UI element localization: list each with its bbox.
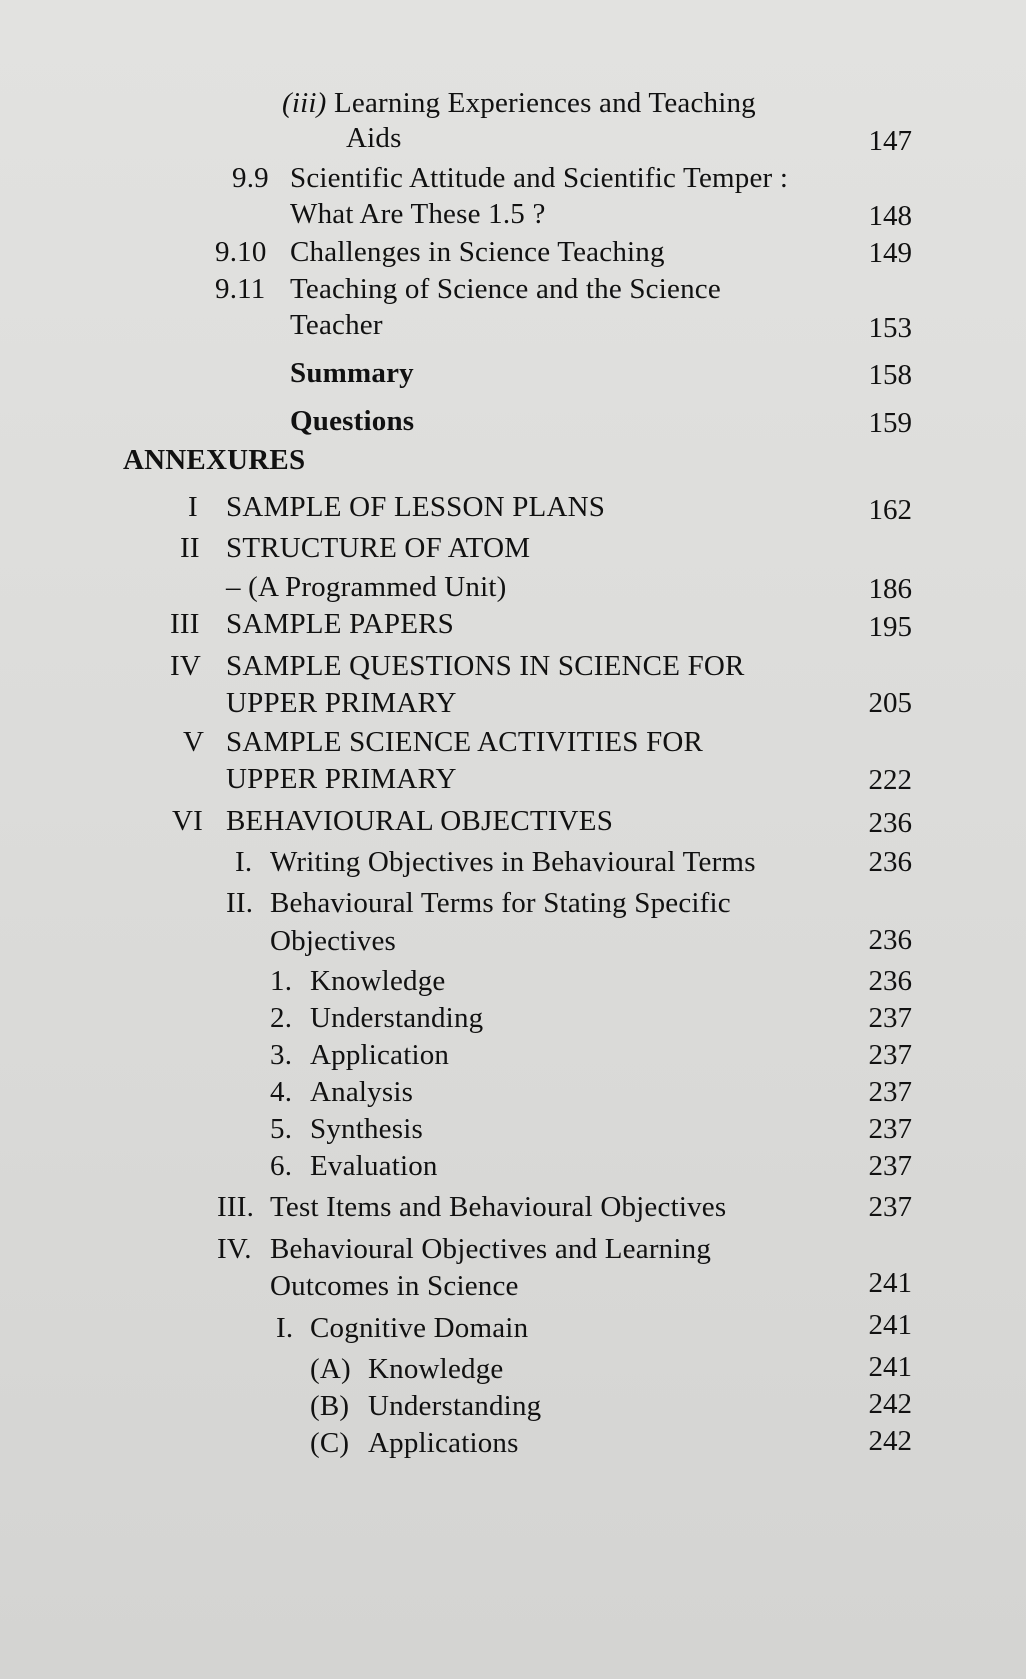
- page-number: 186: [868, 573, 912, 605]
- page-number: 237: [868, 1039, 912, 1071]
- toc-entry: [217, 1190, 726, 1224]
- toc-entry: [282, 86, 756, 120]
- entry-number: 3.: [270, 1039, 293, 1071]
- entry-title-continued: – (A Programmed Unit): [226, 571, 507, 603]
- page-number: 153: [868, 312, 912, 344]
- entry-number: 9.9: [232, 162, 269, 194]
- entry-title: STRUCTURE OF ATOM: [226, 532, 531, 564]
- toc-entry: [270, 1112, 423, 1146]
- entry-title: Applications: [368, 1427, 519, 1459]
- page-number: 241: [868, 1267, 912, 1299]
- entry-number: VI: [172, 805, 204, 837]
- page-number: 237: [868, 1002, 912, 1034]
- entry-number: IV: [170, 650, 202, 682]
- toc-entry: [170, 607, 454, 641]
- entry-title: Scientific Attitude and Scientific Temper :: [290, 162, 789, 194]
- page-number: 159: [868, 407, 912, 439]
- entry-number: (C): [310, 1427, 350, 1459]
- page-number: 241: [868, 1351, 912, 1383]
- entry-number: 9.11: [215, 273, 266, 305]
- entry-title: Knowledge: [368, 1353, 504, 1385]
- entry-title: SAMPLE QUESTIONS IN SCIENCE FOR: [226, 650, 745, 682]
- page-number: 147: [868, 125, 912, 157]
- entry-title: BEHAVIOURAL OBJECTIVES: [226, 805, 614, 837]
- entry-title: Evaluation: [310, 1150, 438, 1182]
- entry-number: II: [180, 532, 200, 564]
- toc-entry: [270, 1149, 438, 1183]
- page-number: 162: [868, 494, 912, 526]
- entry-title: SAMPLE SCIENCE ACTIVITIES FOR: [226, 726, 704, 758]
- page-number: 205: [868, 687, 912, 719]
- page-number: 237: [868, 1150, 912, 1182]
- entry-number: I.: [235, 846, 253, 878]
- entry-title-continued: UPPER PRIMARY: [226, 763, 457, 795]
- toc-entry: [183, 725, 703, 759]
- page-number: 236: [868, 846, 912, 878]
- toc-entry: [226, 886, 731, 920]
- entry-title: Knowledge: [310, 965, 446, 997]
- entry-number: 1.: [270, 965, 293, 997]
- entry-title-continued: Aids: [346, 122, 402, 154]
- page-number: 149: [868, 237, 912, 269]
- entry-number: III: [170, 608, 200, 640]
- entry-title-continued: What Are These 1.5 ?: [290, 198, 546, 230]
- entry-number: (A): [310, 1353, 351, 1385]
- entry-number: 2.: [270, 1002, 293, 1034]
- entry-number: III.: [217, 1191, 255, 1223]
- toc-entry: [215, 272, 721, 306]
- entry-title: Learning Experiences and Teaching: [333, 87, 756, 119]
- entry-title: Application: [310, 1039, 450, 1071]
- toc-entry: [188, 490, 605, 524]
- entry-title: Writing Objectives in Behavioural Terms: [270, 846, 756, 878]
- annexures-heading: ANNEXURES: [123, 444, 306, 476]
- toc-entry: [270, 964, 446, 998]
- page-number: 242: [868, 1425, 912, 1457]
- entry-number: 6.: [270, 1150, 293, 1182]
- entry-number: II.: [226, 887, 254, 919]
- toc-entry: [270, 1038, 449, 1072]
- entry-title-continued: Outcomes in Science: [270, 1270, 519, 1302]
- entry-title: Analysis: [310, 1076, 414, 1108]
- entry-number: 4.: [270, 1076, 293, 1108]
- page-number: 222: [868, 764, 912, 796]
- page-number: 148: [868, 200, 912, 232]
- toc-entry: [276, 1311, 528, 1345]
- page-number: 237: [868, 1076, 912, 1108]
- entry-number: IV.: [217, 1233, 252, 1265]
- page-number: 236: [868, 807, 912, 839]
- entry-title: Test Items and Behavioural Objectives: [270, 1191, 727, 1223]
- entry-title: SAMPLE OF LESSON PLANS: [226, 491, 606, 523]
- toc-entry: [310, 1426, 519, 1460]
- entry-number: (iii): [282, 87, 327, 119]
- entry-number: 9.10: [215, 236, 267, 268]
- toc-entry: [310, 1389, 541, 1423]
- page-number: 237: [868, 1191, 912, 1223]
- entry-title: Behavioural Objectives and Learning: [270, 1233, 712, 1265]
- entry-title: SAMPLE PAPERS: [226, 608, 454, 640]
- entry-title: Teaching of Science and the Science: [290, 273, 721, 305]
- toc-entry: [310, 1352, 504, 1386]
- toc-entry: [270, 1001, 483, 1035]
- toc-entry: [170, 649, 745, 683]
- entry-number: I.: [276, 1312, 294, 1344]
- entry-title: Synthesis: [310, 1113, 423, 1145]
- toc-entry: [270, 1075, 413, 1109]
- entry-number: 5.: [270, 1113, 293, 1145]
- toc-entry: [217, 1232, 711, 1266]
- entry-number: V: [183, 726, 205, 758]
- page-number: 236: [868, 924, 912, 956]
- toc-entry: [180, 531, 530, 565]
- toc-entry: [235, 845, 756, 879]
- toc-entry: [215, 235, 665, 269]
- page-number: 241: [868, 1309, 912, 1341]
- entry-title-continued: UPPER PRIMARY: [226, 687, 457, 719]
- page-number: 237: [868, 1113, 912, 1145]
- summary-entry: Summary: [290, 357, 414, 389]
- entry-title: Cognitive Domain: [310, 1312, 529, 1344]
- toc-entry: [172, 804, 613, 838]
- page-number: 236: [868, 965, 912, 997]
- entry-title: Behavioural Terms for Stating Specific: [270, 887, 731, 919]
- page-number: 158: [868, 359, 912, 391]
- page-number: 195: [868, 611, 912, 643]
- entry-number: I: [188, 491, 198, 523]
- entry-number: (B): [310, 1390, 350, 1422]
- entry-title: Understanding: [368, 1390, 542, 1422]
- entry-title-continued: Teacher: [290, 309, 383, 341]
- entry-title: Challenges in Science Teaching: [290, 236, 665, 268]
- questions-entry: Questions: [290, 405, 415, 437]
- page-number: 242: [868, 1388, 912, 1420]
- entry-title-continued: Objectives: [270, 925, 397, 957]
- entry-title: Understanding: [310, 1002, 484, 1034]
- toc-entry: [232, 161, 788, 195]
